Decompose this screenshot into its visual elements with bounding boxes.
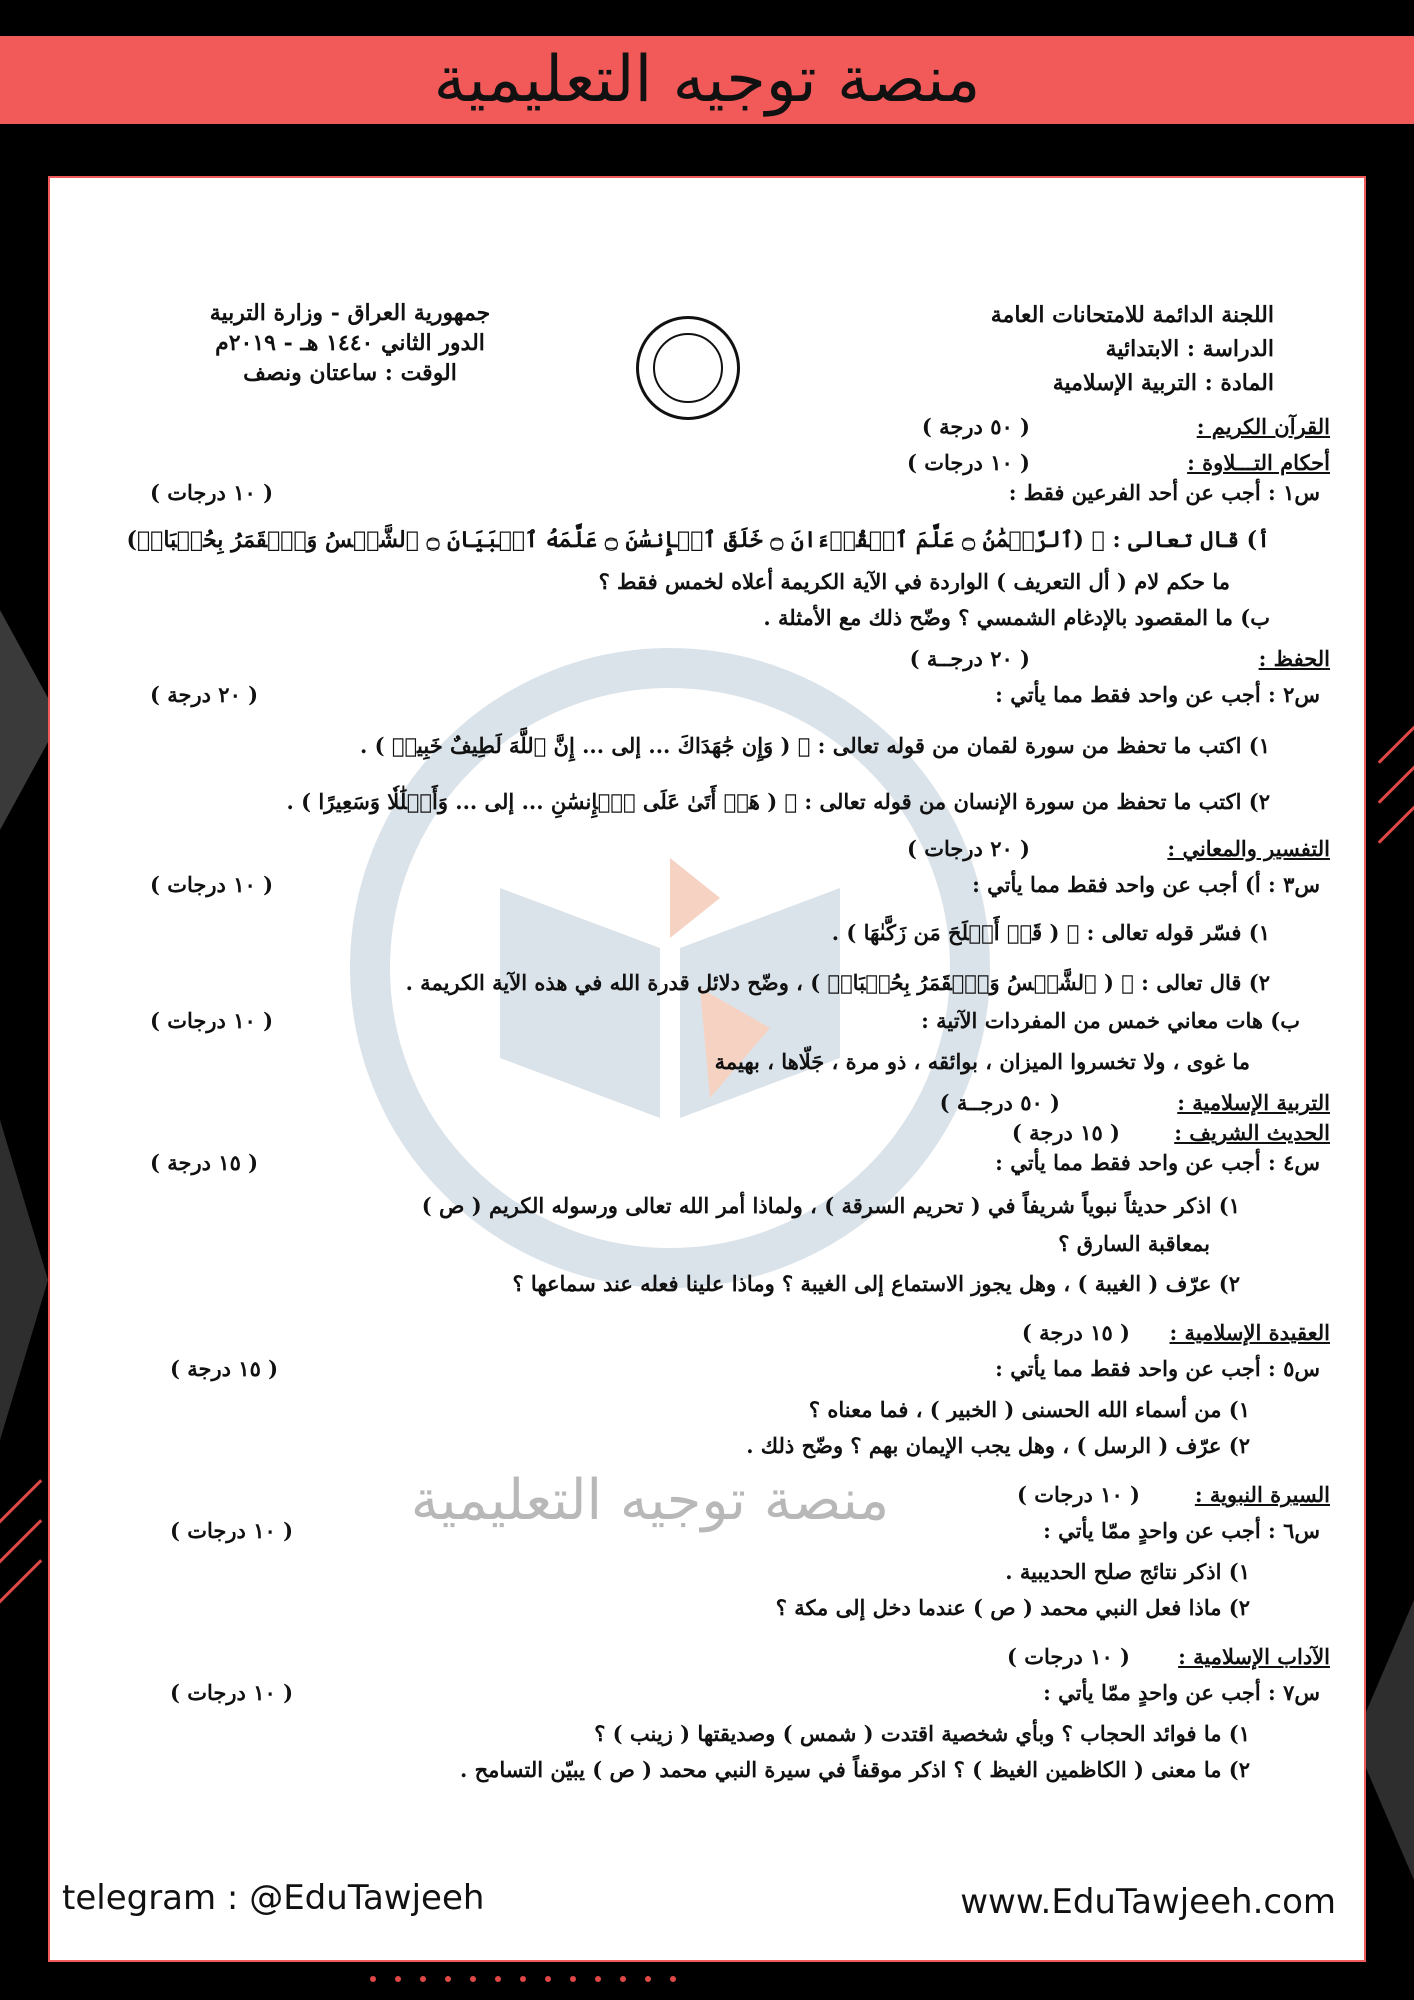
decorative-stripe <box>0 1479 42 1524</box>
decorative-stripe <box>1378 759 1414 804</box>
header-committee <box>794 298 1274 400</box>
section-marks: ( ٥٠ درجة ) <box>921 414 1030 439</box>
question-marks: ( ١٠ درجات ) <box>150 872 274 897</box>
section-title: الآداب الإسلامية : <box>1178 1644 1330 1669</box>
question-prompt: س٧ : أجب عن واحدٍ ممّا يأتي : <box>1043 1680 1320 1705</box>
section-title: الحديث الشريف : <box>1174 1120 1330 1145</box>
decorative-dots <box>370 1976 676 1982</box>
decorative-stripe <box>1378 799 1414 844</box>
website-link[interactable]: www.EduTawjeeh.com <box>960 1882 1336 1922</box>
section-marks: ( ٢٠ درجات ) <box>906 836 1030 861</box>
section-marks: ( ١٥ درجة ) <box>1011 1120 1120 1145</box>
question-item: ١) اذكر نتائج صلح الحديبية . <box>1005 1559 1250 1584</box>
section-marks: ( ١٠ درجات ) <box>1006 1644 1130 1669</box>
header-line: الدور الثاني ١٤٤٠ هـ - ٢٠١٩م <box>215 330 485 356</box>
question-prompt: س٢ : أجب عن واحد فقط مما يأتي : <box>995 682 1320 707</box>
section-title: السيرة النبوية : <box>1194 1482 1330 1507</box>
section-marks: ( ١٠ درجات ) <box>1016 1482 1140 1507</box>
section-title: التربية الإسلامية : <box>1177 1090 1330 1115</box>
question-prompt: س٦ : أجب عن واحدٍ ممّا يأتي : <box>1043 1518 1320 1543</box>
section-marks: ( ١٥ درجة ) <box>1021 1320 1130 1345</box>
question-marks: ( ١٠ درجات ) <box>170 1680 294 1705</box>
question-item: ٢) ماذا فعل النبي محمد ( ص ) عندما دخل إلى مكة ؟ <box>775 1595 1250 1620</box>
question-prompt: س٥ : أجب عن واحد فقط مما يأتي : <box>995 1356 1320 1381</box>
question-item: ١) فسّر قوله تعالى : ﷽ ( قَدۡ أَفۡلَحَ مَن زَكَّىٰهَا ) . <box>831 920 1270 945</box>
question-item: ٢) قال تعالى : ﷽ ( ٱلشَّمۡسُ وَٱلۡقَمَرُ بِحُسۡبَانٖ ) ، وضّح دلائل قدرة الله في هذه الآية الكريمة . <box>405 970 1270 995</box>
question-item: أ) قال تعالى : ﷽ (ٱلرَّحۡمَٰنُ ۝ عَلَّمَ ٱلۡقُرۡءَانَ ۝ خَلَقَ ٱلۡإِنسَٰنَ ۝ عَلَّمَهُ ٱلۡبَيَانَ ۝ ٱلشَّمۡسُ وَٱلۡقَمَرُ بِحُسۡبَانٖ) <box>126 527 1270 553</box>
telegram-handle: telegram : @EduTawjeeh <box>62 1878 485 1918</box>
question-marks: ( ١٥ درجة ) <box>170 1356 279 1381</box>
section-marks: ( ١٠ درجات ) <box>906 450 1030 475</box>
decorative-stripe <box>0 1559 42 1604</box>
header-line: جمهورية العراق - وزارة التربية <box>209 300 491 326</box>
question-item: ١) اذكر حديثاً نبوياً شريفاً في ( تحريم السرقة ) ، ولماذا أمر الله تعالى ورسوله الكريم ( ص ) <box>421 1193 1240 1218</box>
vocabulary-list: ما غوى ، ولا تخسروا الميزان ، بوائقه ، ذو مرة ، جَلّاها ، بهيمة <box>714 1049 1250 1074</box>
banner-title: منصة توجيه التعليمية <box>433 43 981 117</box>
header-ministry <box>140 298 560 388</box>
question-item: بمعاقبة السارق ؟ <box>1058 1231 1210 1256</box>
section-title: القرآن الكريم : <box>1196 414 1330 439</box>
header-line: الدراسة : الابتدائية <box>1105 336 1274 362</box>
question-marks: ( ١٥ درجة ) <box>150 1150 259 1175</box>
title-banner <box>0 36 1414 124</box>
section-marks: ( ٢٠ درجــة ) <box>909 646 1030 671</box>
question-prompt: س٤ : أجب عن واحد فقط مما يأتي : <box>995 1150 1320 1175</box>
question-prompt: س٣ : أ) أجب عن واحد فقط مما يأتي : <box>972 872 1320 897</box>
decorative-stripe <box>0 1519 42 1564</box>
section-marks: ( ٥٠ درجــة ) <box>939 1090 1060 1115</box>
exam-content <box>126 414 1330 1788</box>
question-item: ٢) عرّف ( الرسل ) ، وهل يجب الإيمان بهم ؟ وضّح ذلك . <box>746 1433 1250 1458</box>
question-item: ٢) ما معنى ( الكاظمين الغيظ ) ؟ اذكر موقفاً في سيرة النبي محمد ( ص ) يبيّن التسامح . <box>459 1757 1250 1782</box>
question-prompt: س١ : أجب عن أحد الفرعين فقط : <box>1008 480 1320 505</box>
question-item: ٢) اكتب ما تحفظ من سورة الإنسان من قوله تعالى : ﷽ ( هَلۡ أَتَىٰ عَلَى ٱلۡإِنسَٰنِ ... إلى ... وَأَغۡلَٰلٗا وَسَعِيرًا ) . <box>286 789 1270 814</box>
exam-paper <box>48 176 1366 1962</box>
question-marks: ( ١٠ درجات ) <box>170 1518 294 1543</box>
question-marks: ( ١٠ درجات ) <box>150 1008 274 1033</box>
header-line: المادة : التربية الإسلامية <box>1052 370 1274 396</box>
question-item: ١) من أسماء الله الحسنى ( الخبير ) ، فما معناه ؟ <box>808 1397 1250 1422</box>
ministry-seal-icon <box>636 316 740 420</box>
header-line: اللجنة الدائمة للامتحانات العامة <box>990 302 1274 328</box>
header-line: الوقت : ساعتان ونصف <box>243 360 457 386</box>
question-item: ١) اكتب ما تحفظ من سورة لقمان من قوله تعالى : ﷽ ( وَإِن جَٰهَدَاكَ ... إلى ... إِنَّ ٱللَّهَ لَطِيفٌ خَبِيرٞ ) . <box>359 733 1270 758</box>
question-marks: ( ١٠ درجات ) <box>150 480 274 505</box>
decorative-triangle <box>0 1120 48 1440</box>
section-title: العقيدة الإسلامية : <box>1169 1320 1330 1345</box>
question-item: ٢) عرّف ( الغيبة ) ، وهل يجوز الاستماع إلى الغيبة ؟ وماذا علينا فعله عند سماعها ؟ <box>512 1271 1240 1296</box>
question-item: ١) ما فوائد الحجاب ؟ وبأي شخصية اقتدت ( شمس ) وصديقتها ( زينب ) ؟ <box>594 1721 1250 1746</box>
section-title: الحفظ : <box>1258 646 1330 671</box>
question-item: ما حكم لام ( أل التعريف ) الواردة في الآية الكريمة أعلاه لخمس فقط ؟ <box>598 569 1230 594</box>
question-marks: ( ٢٠ درجة ) <box>150 682 259 707</box>
decorative-stripe <box>1378 719 1414 764</box>
question-prompt: ب) هات معاني خمس من المفردات الآتية : <box>921 1008 1300 1033</box>
section-title: التفسير والمعاني : <box>1167 836 1330 861</box>
question-item: ب) ما المقصود بالإدغام الشمسي ؟ وضّح ذلك مع الأمثلة . <box>763 605 1270 630</box>
section-title: أحكام التـــلاوة : <box>1187 450 1330 475</box>
watermark-text: منصة توجيه التعليمية <box>410 1468 890 1533</box>
